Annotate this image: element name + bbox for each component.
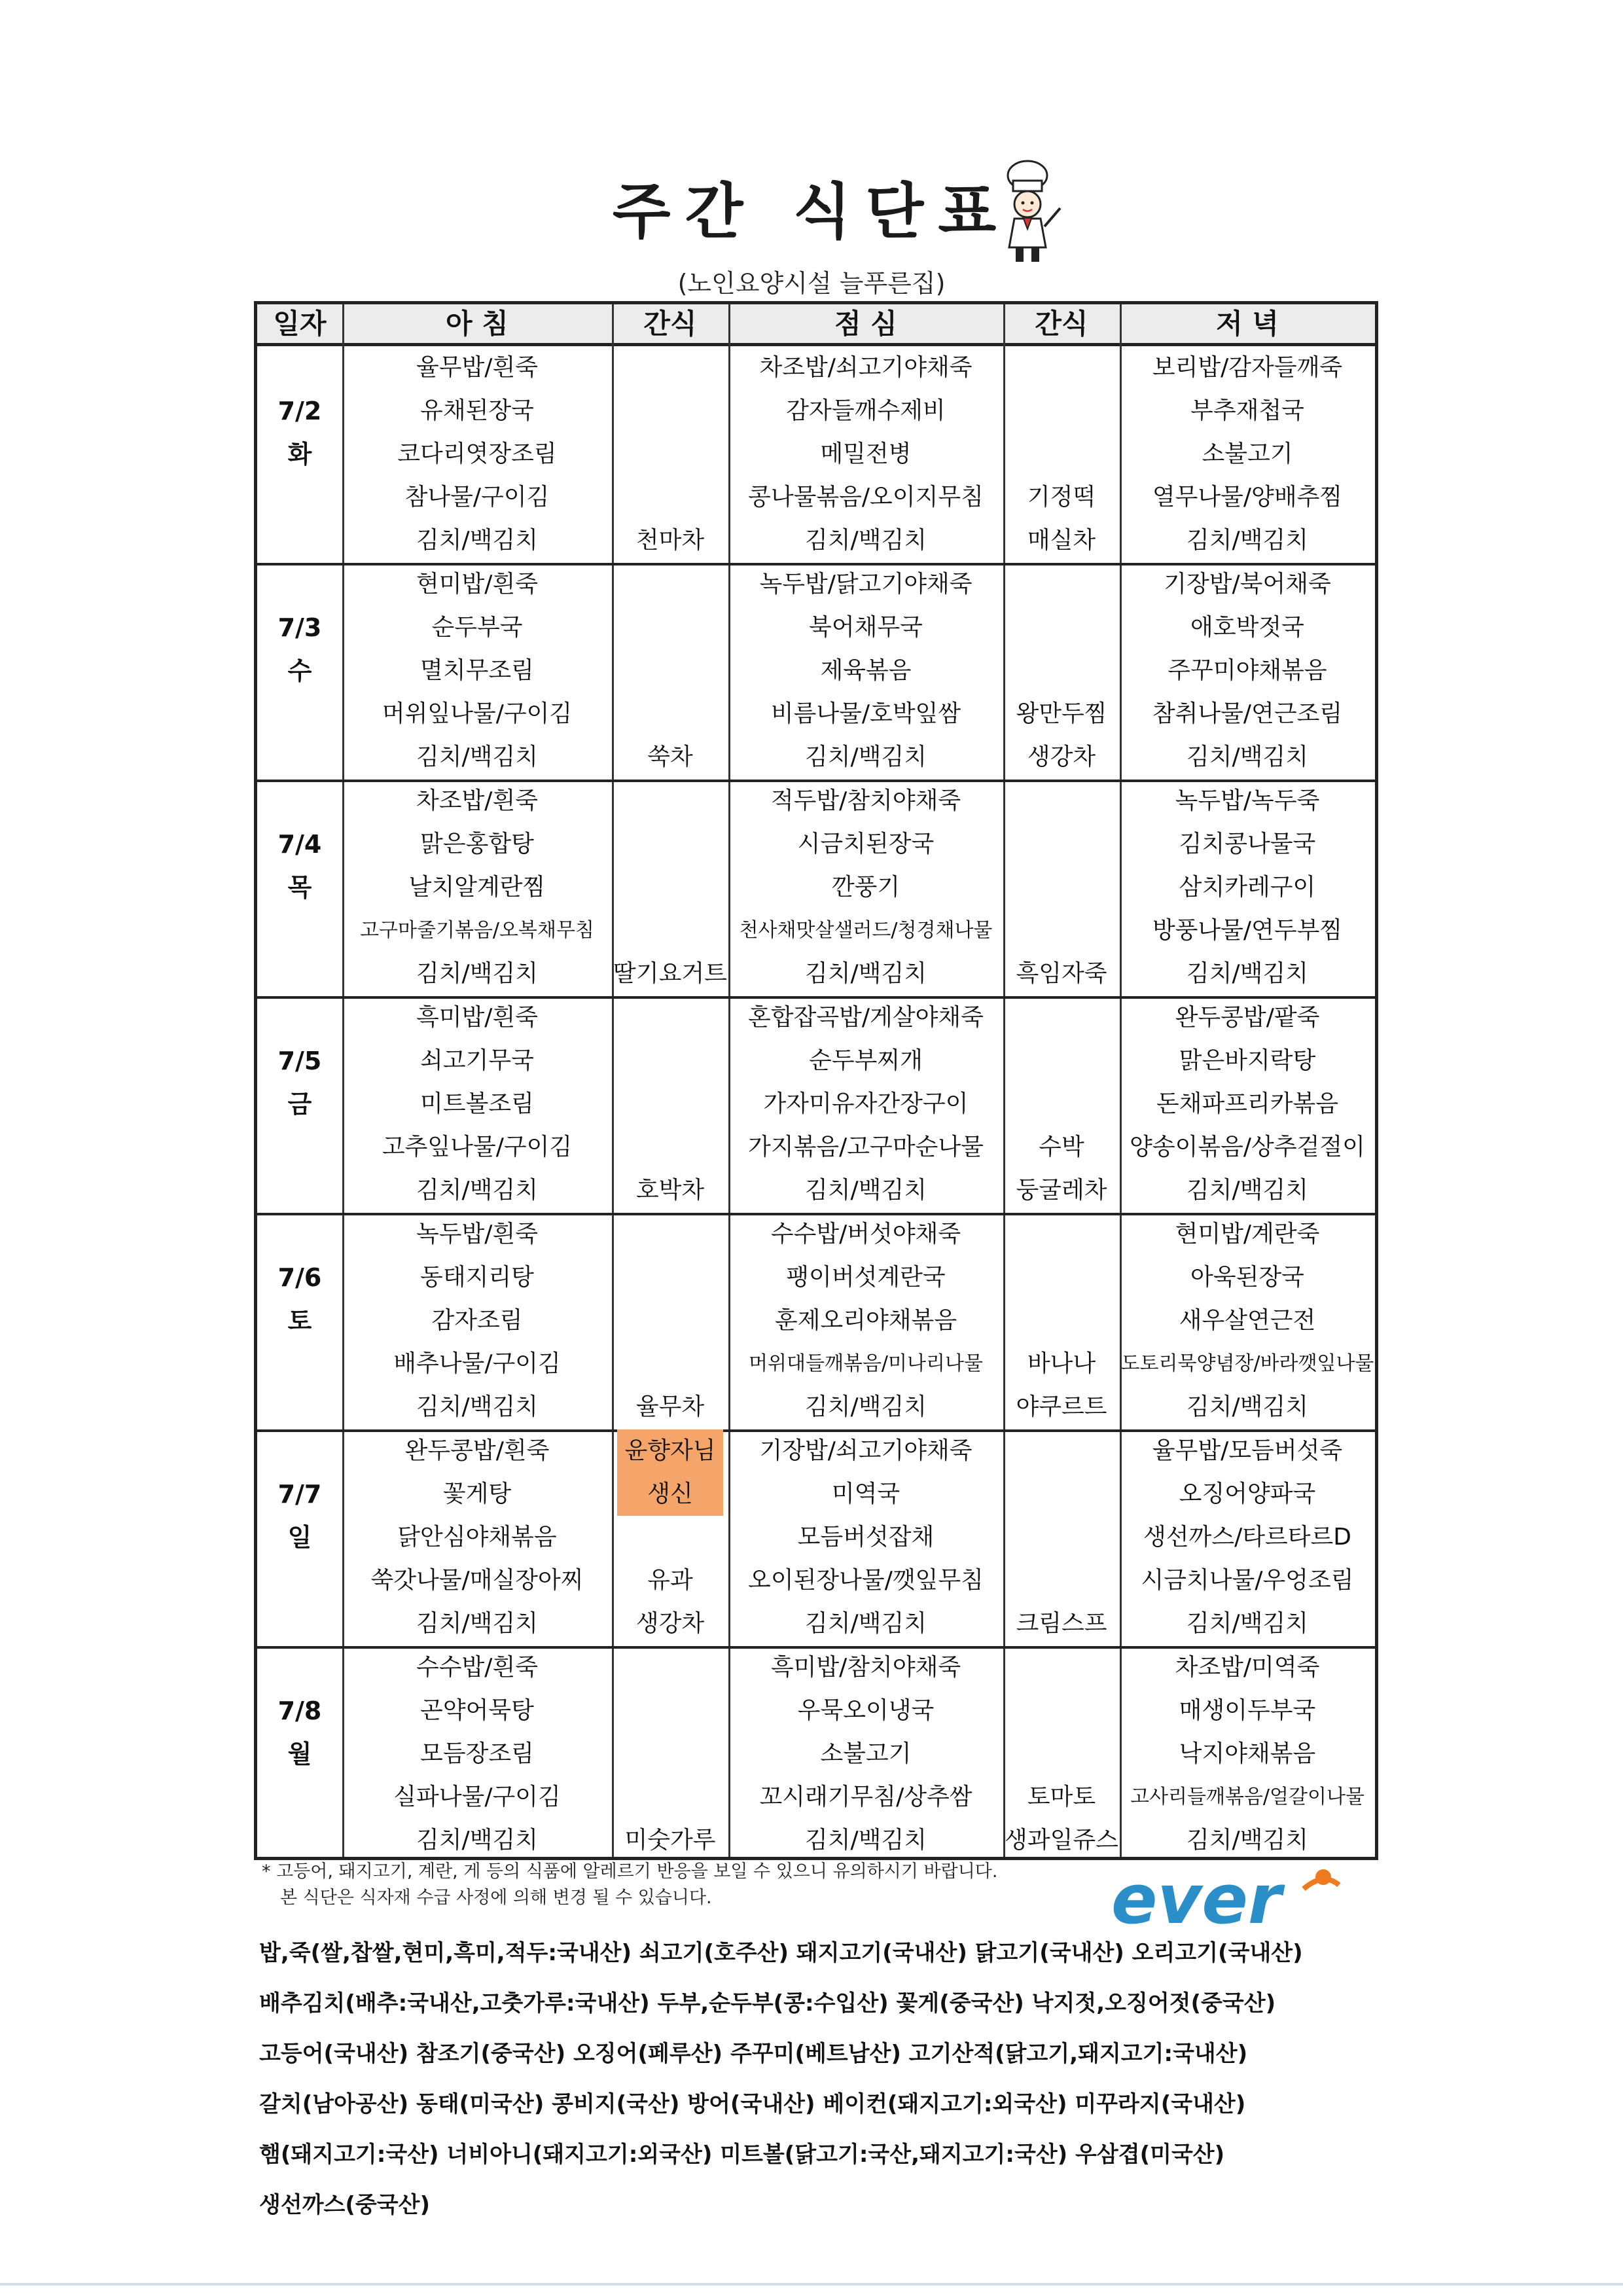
- origin-line: 밥,죽(쌀,찹쌀,현미,흑미,적두:국내산) 쇠고기(호주산) 돼지고기(국내산) 닭고기(국내산) 오리고기(국내산): [259, 1940, 1303, 1966]
- menu-item-dinner: 아욱된장국: [1190, 1264, 1304, 1291]
- menu-item-lunch: 비름나물/호박잎쌈: [770, 700, 961, 727]
- menu-item-snack1: 호박차: [635, 1177, 705, 1204]
- menu-item-breakfast: 감자조림: [431, 1307, 523, 1334]
- day-weekday: 금: [287, 1090, 312, 1119]
- menu-item-dinner: 기장밥/북어채죽: [1164, 571, 1331, 598]
- menu-item-dinner: 완두콩밥/팥죽: [1175, 1004, 1320, 1031]
- menu-item-breakfast: 현미밥/흰죽: [416, 571, 538, 598]
- menu-item-dinner: 돈채파프리카볶음: [1156, 1090, 1339, 1117]
- notes: [262, 1859, 997, 1911]
- origin-list: [259, 1928, 1404, 2231]
- day-date: 7/2: [277, 397, 322, 425]
- menu-item-breakfast: 김치/백김치: [416, 1177, 538, 1204]
- origin-line: 갈치(남아공산) 동태(미국산) 콩비지(국산) 방어(국내산) 베이컨(돼지고기:외국산) 미꾸라지(국내산): [259, 2091, 1246, 2117]
- menu-item-dinner: 시금치나물/우엉조림: [1141, 1567, 1354, 1594]
- menu-item-dinner: 김치/백김치: [1186, 527, 1308, 554]
- day-weekday: 화: [287, 440, 312, 469]
- menu-item-lunch: 팽이버섯계란국: [786, 1264, 946, 1291]
- menu-item-dinner: 참취나물/연근조림: [1152, 700, 1343, 727]
- menu-item-lunch: 적두밥/참치야채죽: [770, 787, 961, 814]
- menu-item-lunch: 머위대들깨볶음/미나리나물: [749, 1352, 983, 1375]
- header-snack-2: 간식: [1035, 308, 1088, 340]
- menu-item-lunch: 오이된장나물/깻잎무침: [748, 1567, 984, 1594]
- menu-item-snack2: 왕만두찜: [1016, 700, 1107, 727]
- menu-item-snack1: 생강차: [635, 1610, 705, 1637]
- menu-table: [254, 301, 1378, 1860]
- menu-item-dinner: 김치/백김치: [1186, 960, 1308, 987]
- header-lunch: 점 심: [834, 308, 897, 340]
- menu-item-breakfast: 맑은홍합탕: [420, 831, 534, 857]
- origin-line: 생선까스(중국산): [259, 2192, 430, 2218]
- menu-item-lunch: 순두부찌개: [809, 1047, 923, 1074]
- menu-item-dinner: 부추재첩국: [1190, 397, 1304, 424]
- menu-item-breakfast: 꽃게탕: [442, 1480, 512, 1507]
- header-dinner: 저 녁: [1216, 308, 1279, 340]
- menu-item-lunch: 감자들깨수제비: [786, 397, 946, 424]
- menu-item-dinner: 김치/백김치: [1186, 744, 1308, 770]
- menu-item-lunch: 김치/백김치: [804, 744, 927, 770]
- menu-item-dinner: 율무밥/모듬버섯죽: [1152, 1437, 1343, 1464]
- menu-item-snack1: 딸기요거트: [613, 960, 727, 987]
- menu-item-snack1: 쑥차: [647, 744, 693, 770]
- menu-item-lunch: 가자미유자간장구이: [763, 1090, 969, 1117]
- menu-item-snack2: 토마토: [1027, 1784, 1096, 1810]
- menu-item-lunch: 미역국: [831, 1480, 901, 1507]
- header-breakfast: 아 침: [446, 308, 508, 340]
- menu-item-breakfast: 머위잎나물/구이김: [382, 700, 573, 727]
- day-date: 7/3: [277, 613, 322, 642]
- menu-item-breakfast: 닭안심야채볶음: [397, 1524, 557, 1551]
- menu-item-dinner: 오징어양파국: [1179, 1480, 1316, 1507]
- menu-item-lunch: 꼬시래기무침/상추쌈: [759, 1784, 972, 1810]
- menu-item-snack2: 크림스프: [1016, 1610, 1107, 1637]
- menu-item-dinner: 주꾸미야채볶음: [1168, 657, 1327, 684]
- menu-item-dinner: 보리밥/감자들깨죽: [1152, 354, 1343, 381]
- menu-item-lunch: 김치/백김치: [804, 1827, 927, 1854]
- menu-item-breakfast: 고추잎나물/구이김: [382, 1134, 573, 1160]
- table-header: [257, 304, 1375, 346]
- menu-item-dinner: 도토리묵양념장/바라깻잎나물: [1120, 1352, 1374, 1375]
- menu-item-lunch: 기장밥/쇠고기야채죽: [759, 1437, 972, 1464]
- day-date: 7/4: [277, 830, 322, 859]
- menu-item-breakfast: 율무밥/흰죽: [416, 354, 538, 381]
- day-date: 7/8: [277, 1696, 322, 1725]
- menu-item-lunch: 김치/백김치: [804, 960, 927, 987]
- menu-item-snack2: 야쿠르트: [1016, 1393, 1107, 1420]
- origin-line: 햄(돼지고기:국산) 너비아니(돼지고기:외국산) 미트볼(닭고기:국산,돼지고기:국산) 우삼겹(미국산): [259, 2142, 1225, 2168]
- menu-item-breakfast: 미트볼조림: [420, 1090, 534, 1117]
- menu-item-lunch: 차조밥/쇠고기야채죽: [759, 354, 972, 381]
- menu-item-breakfast: 쇠고기무국: [420, 1047, 534, 1074]
- chef-illustration-icon: [987, 156, 1072, 267]
- menu-item-dinner: 삼치카레구이: [1179, 874, 1316, 901]
- menu-item-snack2: 기정떡: [1027, 484, 1096, 511]
- menu-item-breakfast: 순두부국: [431, 614, 523, 641]
- menu-item-snack2: 생과일쥬스: [1005, 1827, 1118, 1854]
- menu-item-snack2: 바나나: [1027, 1350, 1096, 1377]
- day-weekday: 수: [287, 656, 312, 685]
- menu-item-breakfast: 김치/백김치: [416, 527, 538, 554]
- page-title: 주간 식단표: [612, 176, 1011, 247]
- day-weekday: 월: [287, 1740, 312, 1768]
- menu-item-breakfast: 참나물/구이김: [404, 484, 550, 511]
- day-weekday: 토: [287, 1306, 312, 1335]
- menu-item-lunch: 김치/백김치: [804, 527, 927, 554]
- menu-item-lunch: 콩나물볶음/오이지무침: [748, 484, 984, 511]
- day-weekday: 목: [287, 873, 312, 902]
- menu-item-lunch: 소불고기: [820, 1740, 912, 1767]
- menu-item-breakfast: 김치/백김치: [416, 1393, 538, 1420]
- menu-item-lunch: 깐풍기: [831, 874, 901, 901]
- menu-item-snack1: 율무차: [635, 1393, 705, 1420]
- menu-item-breakfast: 차조밥/흰죽: [416, 787, 538, 814]
- menu-item-lunch: 혼합잡곡밥/게살야채죽: [748, 1004, 984, 1031]
- menu-item-breakfast: 실파나물/구이김: [393, 1784, 561, 1810]
- header-snack-1: 간식: [643, 308, 697, 340]
- menu-item-dinner: 애호박젓국: [1190, 614, 1304, 641]
- menu-item-lunch: 김치/백김치: [804, 1610, 927, 1637]
- footer-divider: [0, 2283, 1623, 2286]
- menu-item-breakfast: 코다리엿장조림: [397, 440, 557, 467]
- menu-item-dinner: 양송이볶음/상추겉절이: [1130, 1134, 1365, 1160]
- logo-e: ever: [1111, 1863, 1282, 1935]
- menu-item-dinner: 생선까스/타르타르D: [1143, 1524, 1352, 1551]
- menu-item-dinner: 김치/백김치: [1186, 1177, 1308, 1204]
- menu-item-snack2: 생강차: [1027, 744, 1096, 770]
- menu-item-dinner: 소불고기: [1202, 440, 1293, 467]
- menu-item-breakfast: 수수밥/흰죽: [416, 1654, 538, 1681]
- menu-item-lunch: 수수밥/버섯야채죽: [770, 1221, 961, 1247]
- menu-item-lunch: 모듬버섯잡채: [797, 1524, 935, 1551]
- note-change: 본 식단은 식자재 수급 사정에 의해 변경 될 수 있습니다.: [280, 1888, 712, 1908]
- menu-item-lunch: 북어채무국: [809, 614, 923, 641]
- menu-item-lunch: 김치/백김치: [804, 1177, 927, 1204]
- menu-item-dinner: 열무나물/양배추찜: [1152, 484, 1343, 511]
- menu-item-breakfast: 날치알계란찜: [408, 874, 546, 901]
- menu-item-dinner: 김치/백김치: [1186, 1393, 1308, 1420]
- header-date: 일자: [273, 308, 327, 340]
- menu-item-dinner: 새우살연근전: [1179, 1307, 1316, 1334]
- menu-item-dinner: 매생이두부국: [1179, 1697, 1316, 1724]
- menu-item-dinner: 녹두밥/녹두죽: [1175, 787, 1320, 814]
- menu-item-lunch: 가지볶음/고구마순나물: [748, 1134, 984, 1160]
- menu-item-lunch: 흑미밥/참치야채죽: [770, 1654, 961, 1681]
- menu-item-breakfast: 녹두밥/흰죽: [416, 1221, 538, 1247]
- menu-item-breakfast: 배추나물/구이김: [393, 1350, 561, 1377]
- origin-line: 배추김치(배추:국내산,고춧가루:국내산) 두부,순두부(콩:수입산) 꽃게(중국산) 낙지젓,오징어젓(중국산): [259, 1990, 1276, 2017]
- menu-item-snack1: 미숫가루: [624, 1827, 716, 1854]
- menu-item-lunch: 메밀전병: [820, 440, 912, 467]
- menu-item-snack2: 흑임자죽: [1016, 960, 1107, 987]
- menu-item-snack2: 매실차: [1027, 527, 1096, 554]
- menu-item-breakfast: 흑미밥/흰죽: [416, 1004, 538, 1031]
- birthday-badge: 생신: [617, 1473, 723, 1516]
- menu-item-breakfast: 쑥갓나물/매실장아찌: [370, 1567, 584, 1594]
- menu-item-lunch: 우묵오이냉국: [797, 1697, 935, 1724]
- menu-item-dinner: 낙지야채볶음: [1179, 1740, 1316, 1767]
- menu-item-lunch: 천사채맛살샐러드/청경채나물: [739, 919, 993, 942]
- menu-item-dinner: 김치/백김치: [1186, 1610, 1308, 1637]
- menu-item-breakfast: 멸치무조림: [420, 657, 534, 684]
- menu-item-snack2: 수박: [1039, 1134, 1084, 1160]
- day-date: 7/7: [277, 1480, 322, 1509]
- menu-item-dinner: 맑은바지락탕: [1179, 1047, 1316, 1074]
- menu-item-snack1: 천마차: [635, 527, 705, 554]
- ever-logo-icon: [1107, 1863, 1343, 1935]
- menu-item-snack2: 둥굴레차: [1016, 1177, 1107, 1204]
- menu-item-dinner: 김치콩나물국: [1179, 831, 1316, 857]
- menu-item-breakfast: 김치/백김치: [416, 1610, 538, 1637]
- menu-item-breakfast: 모듬장조림: [420, 1740, 534, 1767]
- menu-item-dinner: 차조밥/미역죽: [1175, 1654, 1320, 1681]
- menu-item-breakfast: 동태지리탕: [420, 1264, 534, 1291]
- origin-line: 고등어(국내산) 참조기(중국산) 오징어(페루산) 주꾸미(베트남산) 고기산적(닭고기,돼지고기:국내산): [259, 2041, 1248, 2067]
- day-date: 7/5: [277, 1047, 322, 1075]
- subtitle: (노인요양시설 늘푸른집): [677, 269, 946, 298]
- birthday-badge: 윤향자님: [617, 1429, 723, 1473]
- menu-item-breakfast: 완두콩밥/흰죽: [404, 1437, 550, 1464]
- note-allergy: * 고등어, 돼지고기, 계란, 게 등의 식품에 알레르기 반응을 보일 수 있으니 유의하시기 바랍니다.: [262, 1861, 998, 1882]
- menu-item-breakfast: 유채된장국: [420, 397, 534, 424]
- menu-item-lunch: 시금치된장국: [797, 831, 935, 857]
- day-date: 7/6: [277, 1263, 322, 1292]
- menu-item-dinner: 방풍나물/연두부찜: [1152, 917, 1343, 944]
- menu-item-dinner: 현미밥/계란죽: [1175, 1221, 1320, 1247]
- menu-item-lunch: 제육볶음: [820, 657, 912, 684]
- menu-item-breakfast: 김치/백김치: [416, 744, 538, 770]
- menu-item-lunch: 녹두밥/닭고기야채죽: [759, 571, 972, 598]
- menu-item-breakfast: 곤약어묵탕: [420, 1697, 534, 1724]
- menu-item-dinner: 고사리들깨볶음/얼갈이나물: [1130, 1785, 1364, 1808]
- menu-item-breakfast: 고구마줄기볶음/오복채무침: [360, 919, 594, 942]
- menu-item-dinner: 김치/백김치: [1186, 1827, 1308, 1854]
- menu-item-breakfast: 김치/백김치: [416, 1827, 538, 1854]
- menu-item-lunch: 김치/백김치: [804, 1393, 927, 1420]
- menu-item-breakfast: 김치/백김치: [416, 960, 538, 987]
- day-weekday: 일: [287, 1523, 312, 1552]
- menu-item-snack1: 유과: [647, 1567, 693, 1594]
- menu-item-lunch: 훈제오리야채볶음: [774, 1307, 957, 1334]
